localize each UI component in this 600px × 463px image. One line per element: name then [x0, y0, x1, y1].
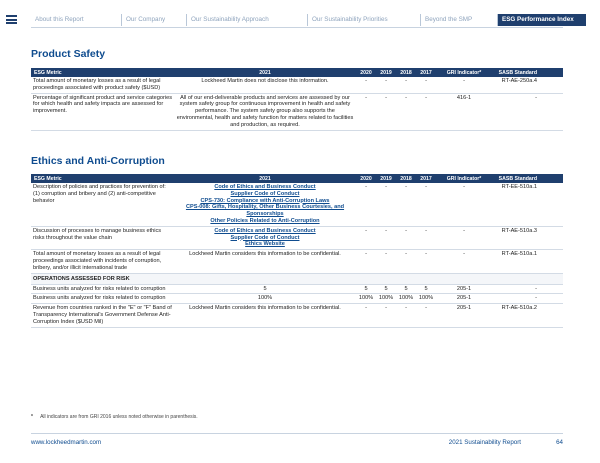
header-rule [31, 27, 563, 28]
cell-sasb: - [535, 285, 537, 292]
link-cps-008[interactable]: CPS-008: Gifts, Hospitality, Other Business Courtesies, and Sponsorships [185, 204, 345, 218]
header-gri: GRI Indicator* [446, 175, 482, 182]
header-2019: 2019 [380, 175, 392, 182]
cell-2019: 100% [378, 295, 394, 302]
tab-beyond-smp[interactable]: Beyond the SMP [421, 14, 498, 26]
header-2017: 2017 [420, 69, 432, 76]
cell-2020: 5 [364, 285, 368, 292]
cell-2018: 5 [404, 285, 408, 292]
product-safety-title: Product Safety [31, 48, 106, 60]
ethics-title: Ethics and Anti-Corruption [31, 155, 165, 167]
header-2018: 2018 [400, 175, 412, 182]
value-cell: 100% [257, 295, 273, 302]
cell-2018: - [405, 184, 407, 190]
cell-2018: 100% [398, 295, 414, 302]
value-cell: All of our end-deliverable products and services are assessed by our system safety group for continuous improvement in health and safety performance. The system safety group also supports the environmental, health and safety function for matters related to facilities and production, as required. [176, 94, 354, 128]
header-2019: 2019 [380, 69, 392, 76]
metric-cell: Discussion of processes to manage business ethics risks throughout the value chain [33, 227, 162, 241]
value-cell: Lockheed Martin does not disclose this information. [201, 78, 329, 84]
cell-gri: - [463, 251, 465, 258]
link-cps-730[interactable]: CPS-730: Compliance with Anti-Corruption Laws [200, 197, 330, 204]
metric-cell: Revenue from countries ranked in the "E" or "F" Band of Transparency International's Government Defense Anti-Corruption Index ($USD Mil) [33, 305, 172, 325]
product-safety-table [31, 68, 563, 131]
table-row [31, 77, 563, 94]
table-header [31, 174, 563, 183]
cell-2017: - [425, 227, 427, 234]
cell-2020: - [365, 94, 367, 101]
footnote-marker: * [31, 414, 33, 420]
cell-2019: - [385, 94, 387, 101]
cell-2017: - [425, 305, 427, 312]
header-2021: 2021 [259, 175, 271, 182]
cell-2017: 5 [424, 285, 428, 292]
cell-2017: - [425, 78, 427, 84]
link-supplier-code[interactable]: Supplier Code of Conduct [230, 190, 300, 197]
cell-2018: - [405, 251, 407, 258]
cell-2018: - [405, 305, 407, 312]
website-link[interactable]: www.lockheedmartin.com [31, 439, 102, 446]
cell-2017: 100% [418, 295, 434, 302]
table-row [31, 94, 563, 131]
cell-gri: 205-1 [456, 305, 472, 312]
ethics-table [31, 174, 563, 328]
cell-gri: - [463, 227, 465, 234]
page-number: 64 [556, 439, 563, 446]
links-cell [174, 184, 356, 225]
value-cell: Lockheed Martin considers this information to be confidential. [189, 305, 341, 312]
metric-cell: Total amount of monetary losses as a result of legal proceedings associated with incidents of corruption, bribery, and/or illicit international trade [33, 251, 162, 271]
cell-2019: 5 [384, 285, 388, 292]
table-row [31, 294, 563, 304]
header-sasb: SASB Standard [498, 175, 537, 182]
cell-2020: - [365, 251, 367, 258]
tab-sustainability-priorities[interactable]: Our Sustainability Priorities [308, 14, 421, 26]
table-row [31, 304, 563, 327]
link-code-of-ethics[interactable]: Code of Ethics and Business Conduct [214, 184, 316, 190]
cell-gri: - [463, 184, 465, 190]
cell-2019: - [385, 227, 387, 234]
cell-2017: - [425, 184, 427, 190]
table-row [31, 250, 563, 273]
cell-2018: - [405, 78, 407, 84]
metric-cell: Description of policies and practices for prevention of: (1) corruption and bribery and (2) anti-competitive behavior [33, 184, 166, 204]
cell-sasb: RT-AE-510a.3 [501, 227, 537, 234]
cell-2018: - [405, 227, 407, 234]
cell-2019: - [385, 251, 387, 258]
cell-2020: - [365, 78, 367, 84]
cell-2020: - [365, 227, 367, 234]
link-code-of-ethics[interactable]: Code of Ethics and Business Conduct [214, 227, 316, 234]
section-operations-risk: OPERATIONS ASSESSED FOR RISK [31, 274, 563, 285]
cell-sasb: RT-AE-510a.1 [501, 251, 537, 258]
link-supplier-code[interactable]: Supplier Code of Conduct [230, 234, 300, 241]
link-ethics-website[interactable]: Ethics Website [245, 241, 285, 248]
header-gri: GRI Indicator* [446, 69, 482, 76]
table-row [31, 227, 563, 250]
metric-cell: Percentage of significant product and service categories for which health and safety impacts are assessed for improvement. [33, 94, 172, 115]
tab-esg-performance-index[interactable]: ESG Performance Index [498, 14, 586, 26]
cell-gri: 205-1 [456, 295, 472, 302]
header-2017: 2017 [420, 175, 432, 182]
value-cell: 5 [263, 285, 267, 292]
report-title: 2021 Sustainability Report [448, 439, 521, 446]
cell-sasb: RT-AE-250a.4 [501, 78, 537, 84]
tab-our-company[interactable]: Our Company [122, 14, 187, 26]
header-2020: 2020 [360, 175, 372, 182]
cell-2019: - [385, 184, 387, 190]
cell-gri: 205-1 [456, 285, 472, 292]
footer-rule [31, 433, 563, 434]
header-2021: 2021 [259, 69, 271, 76]
table-row [31, 285, 563, 295]
top-navigation [0, 14, 600, 26]
tab-sustainability-approach[interactable]: Our Sustainability Approach [187, 14, 308, 26]
nav-tabs [31, 14, 586, 26]
cell-sasb: - [535, 94, 537, 101]
cell-2018: - [405, 94, 407, 101]
metric-cell: Business units analyzed for risks related to corruption [33, 295, 166, 302]
cell-gri: - [463, 78, 465, 84]
table-row [31, 183, 563, 227]
value-cell: Lockheed Martin considers this information to be confidential. [189, 251, 341, 258]
cell-2020: - [365, 305, 367, 312]
metric-cell: Business units analyzed for risks related to corruption [33, 285, 166, 292]
header-metric: ESG Metric [34, 69, 62, 76]
link-other-policies[interactable]: Other Policies Related to Anti-Corruption [210, 217, 320, 224]
footnote-text: All indicators are from GRI 2016 unless noted otherwise in parenthesis. [40, 414, 198, 420]
header-sasb: SASB Standard [498, 69, 537, 76]
cell-2019: - [385, 305, 387, 312]
cell-sasb: RT-EE-510a.1 [501, 184, 537, 190]
links-cell [174, 228, 356, 248]
header-2020: 2020 [360, 69, 372, 76]
menu-icon[interactable] [6, 15, 17, 24]
cell-2017: - [425, 94, 427, 101]
table-header [31, 68, 563, 77]
footnote [31, 414, 198, 420]
cell-2017: - [425, 251, 427, 258]
cell-2020: 100% [358, 295, 374, 302]
cell-2020: - [365, 184, 367, 190]
tab-about-report[interactable]: About this Report [31, 14, 122, 26]
header-2018: 2018 [400, 69, 412, 76]
cell-sasb: RT-AE-510a.2 [501, 305, 537, 312]
cell-2019: - [385, 78, 387, 84]
header-metric: ESG Metric [34, 175, 62, 182]
metric-cell: Total amount of monetary losses as a result of legal proceedings associated with product safety ($USD) [33, 78, 161, 91]
cell-gri: 416-1 [456, 94, 472, 101]
cell-sasb: - [535, 295, 537, 302]
